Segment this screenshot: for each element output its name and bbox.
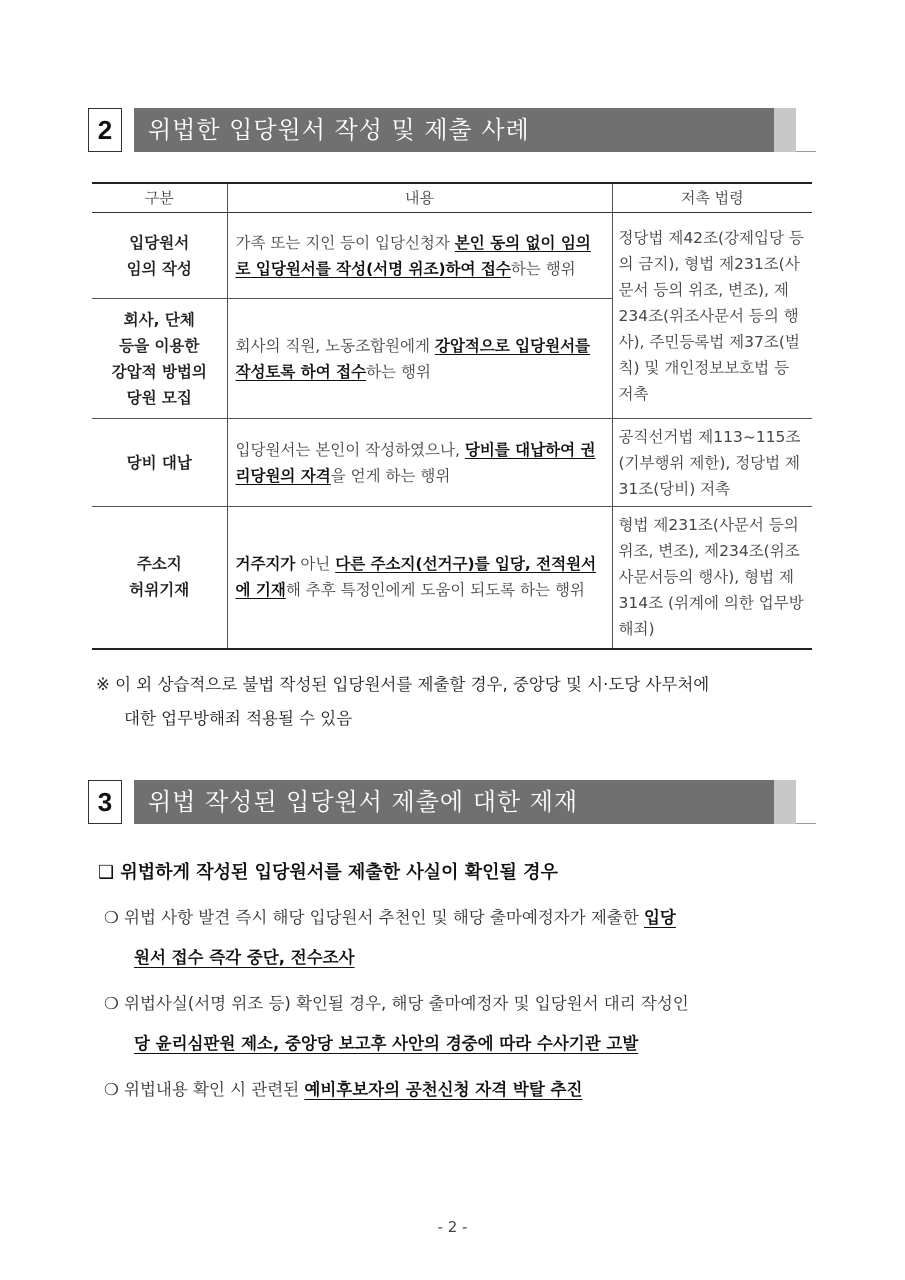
table-row [92, 419, 812, 507]
description-cell: 거주지가 아닌 다른 주소지(선거구)를 입당, 전적원서에 기재해 추후 특정인에게 도움이 되도록 하는 행위 [227, 507, 612, 649]
column-header: 내용 [227, 183, 612, 213]
law-cell: 정당법 제42조(강제입당 등의 금지), 형법 제231조(사문서 등의 위조, 변조), 제234조(위조사문서 등의 행사), 주민등록법 제37조(벌칙) 및 개인정보보호법 등 저촉 [612, 213, 812, 419]
header-accent [774, 780, 796, 824]
description-cell: 입당원서는 본인이 작성하였으나, 당비를 대납하여 권리당원의 자격을 얻게 하는 행위 [227, 419, 612, 507]
table-row [92, 213, 812, 299]
law-cell: 형법 제231조(사문서 등의 위조, 변조), 제234조(위조사문서등의 행사), 형법 제314조 (위계에 의한 업무방해죄) [612, 507, 812, 649]
category-cell: 주소지 허위기재 [92, 507, 227, 649]
category-cell: 회사, 단체 등을 이용한 강압적 방법의 당원 모집 [92, 299, 227, 419]
sanction-item: ❍ 위법내용 확인 시 관련된 예비후보자의 공천신청 자격 박탈 추진 [104, 1080, 583, 1099]
footnote-line: ※ 이 외 상습적으로 불법 작성된 입당원서를 제출할 경우, 중앙당 및 시·도당 사무처에 [96, 675, 710, 694]
section-3-header [88, 780, 816, 826]
section-number: 2 [88, 108, 122, 152]
section-2-header [88, 108, 816, 154]
column-header: 저촉 법령 [612, 183, 812, 213]
category-cell: 입당원서 임의 작성 [92, 213, 227, 299]
sanctions-heading: ❑ 위법하게 작성된 입당원서를 제출한 사실이 확인될 경우 [98, 862, 558, 883]
section-title: 위법 작성된 입당원서 제출에 대한 제재 [134, 780, 774, 824]
law-cell: 공직선거법 제113~115조(기부행위 제한), 정당법 제31조(당비) 저촉 [612, 419, 812, 507]
footnote-line: 대한 업무방해죄 적용될 수 있음 [124, 709, 353, 728]
sanction-item: ❍ 위법사실(서명 위조 등) 확인될 경우, 해당 출마예정자 및 입당원서 대리 작성인 당 윤리심판원 제소, 중앙당 보고후 사안의 경중에 따라 수사기관 고발 [104, 994, 689, 1053]
sanction-item: ❍ 위법 사항 발견 즉시 해당 입당원서 추천인 및 해당 출마예정자가 제출한 입당 원서 접수 즉각 중단, 전수조사 [104, 908, 676, 967]
header-rule [796, 151, 816, 152]
column-header: 구분 [92, 183, 227, 213]
description-cell: 회사의 직원, 노동조합원에게 강압적으로 입당원서를 작성토록 하여 접수하는 행위 [227, 299, 612, 419]
table-header-row [92, 183, 812, 213]
header-accent [774, 108, 796, 152]
section-title: 위법한 입당원서 작성 및 제출 사례 [134, 108, 774, 152]
table-row [92, 507, 812, 649]
page-number: - 2 - [437, 1218, 468, 1236]
category-cell: 당비 대납 [92, 419, 227, 507]
footnote [96, 668, 826, 736]
violation-cases-table [92, 182, 812, 650]
section-number: 3 [88, 780, 122, 824]
header-rule [796, 823, 816, 824]
description-cell: 가족 또는 지인 등이 입당신청자 본인 동의 없이 임의로 입당원서를 작성(서명 위조)하여 접수하는 행위 [227, 213, 612, 299]
